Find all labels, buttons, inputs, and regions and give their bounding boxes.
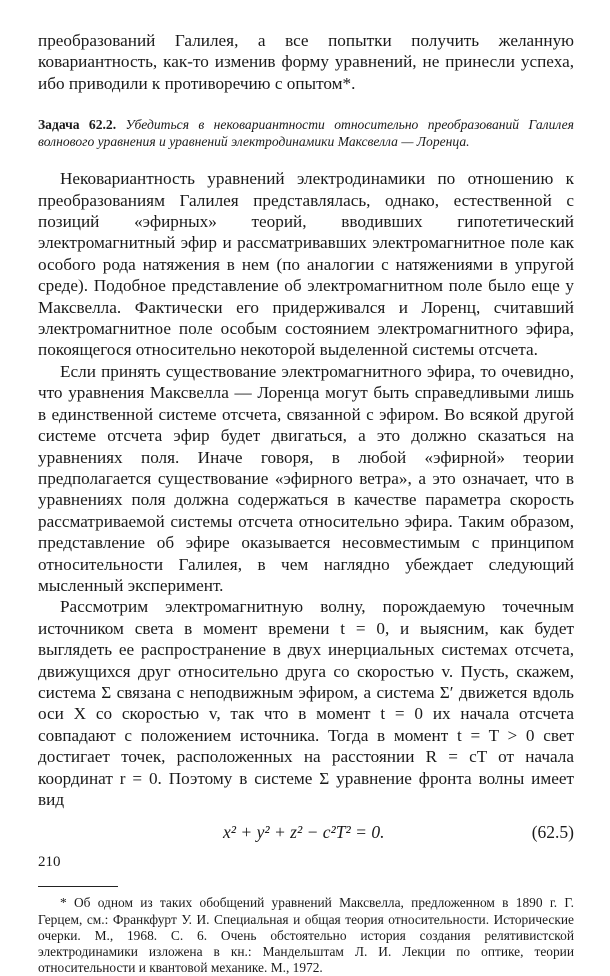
paragraph-ether-theories: Нековариантность уравнений электродинамики по отношению к преобразованиям Галилея представлялась, однако, естественной с позиций «эфирных» теорий, вводивших гипотетический электромагнитный эфир и рассматривавших электромагнитное поле как особого рода натяжения в нем (по аналогии с натяжениями в упругой среде). Подобное представление об электромагнитном поле было еще у Максвелла. Фактически его придерживался и Лоренц, считавший электромагнитное поле особым состоянием электромагнитного эфира, покоящегося относительно некоторой выделенной системы отсчета. <box>38 169 574 360</box>
task-statement <box>38 116 574 150</box>
paragraph-thought-experiment: Рассмотрим электромагнитную волну, порождаемую точечным источником света в момент времени t = 0, и выясним, как будет выглядеть ее распространение в двух инерциальных системах отсчета, движущихся друг относительно друга со скоростью v. Пусть, скажем, система Σ связана с неподвижным эфиром, а система Σ′ движется вдоль оси X со скоростью v, так что в момент t = 0 их начала отсчета совпадают с положением источника. Тогда в момент t = T > 0 свет достигает точек, расположенных на расстоянии R = cT от начала координат r = 0. Поэтому в системе Σ уравнение фронта волны имеет вид <box>38 597 574 809</box>
intro-paragraph: преобразований Галилея, а все попытки получить желанную ковариантность, как-то изменив форму уравнений, не принесли успеха, ибо приводили к противоречию с опытом*. <box>38 31 574 93</box>
equation-expression: x² + y² + z² − c²T² = 0. <box>223 822 385 843</box>
footnote: * Об одном из таких обобщений уравнений Максвелла, предложенном в 1890 г. Г. Герцем, см.: Франкфурт У. И. Специальная и общая теория относительности. Исторические очерки. М., 1968. С. 6. Очень обстоятельно история создания релятивистской электродинамики изложена в кн.: Мандельштам Л. И. Лекции по оптике, теории относительности и квантовой механике. М., 1972. <box>38 895 574 976</box>
task-text: Убедиться в нековариантности относительно преобразований Галилея волнового уравнения и уравнений электродинамики Максвелла — Лоренца. <box>38 117 574 150</box>
equation-number: (62.5) <box>531 822 574 843</box>
paragraph-ether-wind: Если принять существование электромагнитного эфира, то очевидно, что уравнения Максвелла — Лоренца могут быть справедливыми лишь в единственной системе отсчета, связанной с эфиром. Во всякой другой системе отсчета эфир будет двигаться, а это должно сказаться на уравнениях поля. Иначе говоря, в любой «эфирной» теории предполагается существование «эфирного ветра», а это означает, что в уравнениях поля должна содержаться в качестве параметра скорость рассматриваемой системы отсчета относительно эфира. Таким образом, представление об эфире оказывается несовместимым с принципом относительности Галилея, в чем наглядно убеждает следующий мысленный эксперимент. <box>38 361 574 595</box>
page-number: 210 <box>38 854 61 870</box>
page-body <box>38 30 574 976</box>
footnote-divider <box>38 886 118 887</box>
task-label: Задача 62.2. <box>38 117 117 133</box>
equation-block <box>38 820 574 846</box>
